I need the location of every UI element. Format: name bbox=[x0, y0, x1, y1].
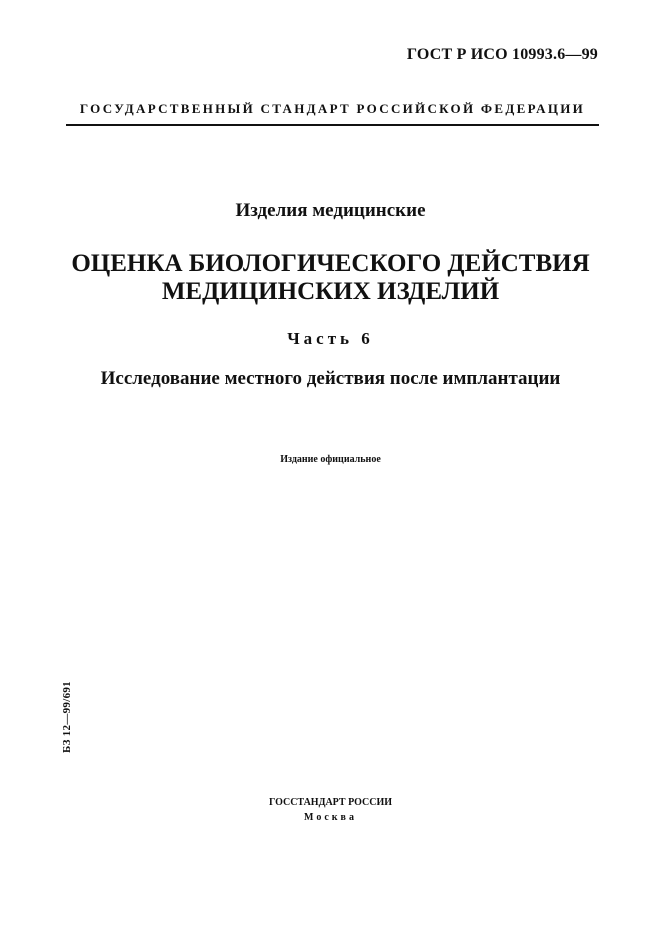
document-title-line-1: ОЦЕНКА БИОЛОГИЧЕСКОГО ДЕЙСТВИЯ bbox=[71, 250, 590, 277]
edition-note: Издание официальное bbox=[280, 454, 381, 465]
side-registration-code: БЗ 12—99/691 bbox=[61, 681, 73, 753]
header-divider bbox=[66, 124, 599, 126]
document-subject: Изделия медицинские bbox=[235, 200, 426, 221]
part-label: Часть 6 bbox=[287, 329, 374, 348]
state-standard-header: ГОСУДАРСТВЕННЫЙ СТАНДАРТ РОССИЙСКОЙ ФЕДЕРАЦИИ bbox=[79, 101, 586, 116]
publication-city: Москва bbox=[304, 812, 357, 823]
document-number: ГОСТ Р ИСО 10993.6—99 bbox=[406, 46, 598, 63]
document-title bbox=[0, 250, 661, 306]
part-title: Исследование местного действия после имплантации bbox=[100, 368, 561, 389]
publisher: ГОССТАНДАРТ РОССИИ bbox=[268, 797, 393, 808]
document-title-line-2: МЕДИЦИНСКИХ ИЗДЕЛИЙ bbox=[161, 278, 500, 305]
